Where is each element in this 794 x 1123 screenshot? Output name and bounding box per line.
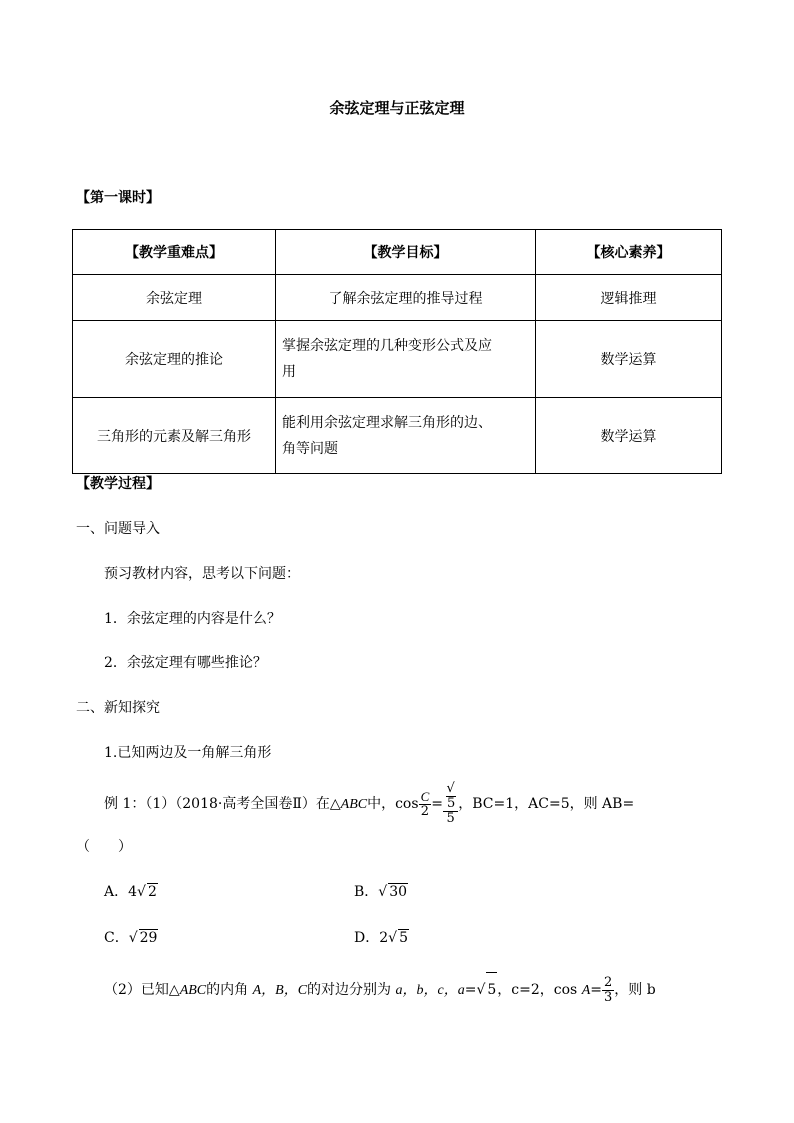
- fraction-numerator: √ 5: [443, 782, 458, 812]
- example-1-given: ，BC=1，AC=5，则 AB=: [458, 796, 635, 812]
- example-2-part1: （2）已知△: [104, 982, 180, 998]
- example-2-tail: ，则 b: [614, 982, 656, 998]
- side-vars: a，b，c，a: [395, 983, 465, 998]
- option-c: C．√ 29: [104, 930, 158, 946]
- header-key-points: 【教学重难点】: [73, 230, 276, 275]
- example-1-cos: 中，cos: [367, 796, 419, 812]
- fraction-c-over-2: [419, 790, 432, 819]
- objective-line-2: 角等问题: [282, 440, 338, 457]
- triangle-abc: ABC: [179, 983, 207, 998]
- table-cell-key-point: 余弦定理的推论: [73, 321, 276, 398]
- radicand: 5: [446, 796, 456, 811]
- option-c-radicand: 29: [139, 930, 158, 946]
- example-2-part2: 的内角: [206, 982, 253, 998]
- objective-line-2: 用: [282, 364, 296, 380]
- example-1-prefix: 例 1：（1）（2018·高考全国卷Ⅱ）在△: [104, 796, 341, 812]
- option-b: B．√ 30: [354, 884, 408, 900]
- header-objectives: 【教学目标】: [276, 230, 536, 275]
- fraction-denominator: 3: [603, 989, 613, 1005]
- table-cell-literacy: 数学运算: [536, 321, 722, 398]
- option-a: A．4√ 2: [104, 884, 157, 900]
- angle-vars: A，B，C: [252, 983, 308, 998]
- option-b-radicand: 30: [389, 884, 408, 900]
- process-heading: 【教学过程】: [76, 476, 160, 492]
- triangle-abc: ABC: [340, 797, 368, 812]
- table-cell-objective: [276, 321, 536, 398]
- header-core-literacy: 【核心素养】: [536, 230, 722, 275]
- fraction-denominator: 2: [420, 803, 430, 819]
- answer-parentheses: （ ）: [76, 839, 132, 855]
- section-1-intro: 预习教材内容，思考以下问题：: [104, 566, 300, 582]
- subsection-1-heading: 1.已知两边及一角解三角形: [104, 745, 272, 761]
- question-1: 1．余弦定理的内容是什么？: [104, 611, 281, 627]
- option-a-radicand: 2: [147, 884, 157, 900]
- table-cell-key-point: 三角形的元素及解三角形: [73, 398, 276, 474]
- document-title: 余弦定理与正弦定理: [329, 99, 465, 117]
- table-header-row: [73, 230, 722, 275]
- equals-sign: =: [464, 982, 477, 998]
- objective-line-1: 能利用余弦定理求解三角形的边、: [282, 414, 492, 431]
- angle-a: A: [581, 983, 591, 998]
- table-row: [73, 321, 722, 398]
- option-b-label: B．: [354, 884, 379, 900]
- teaching-goals-table: [72, 229, 722, 474]
- lesson-heading: 【第一课时】: [76, 190, 160, 206]
- example-2-stem: （2）已知△ABC的内角 A，B，C的对边分别为 a，b，c，a=√ 5，c=2，cos A= $\frac{2}{3}$ ，则 b: [104, 972, 656, 1008]
- table-cell-objective: 了解余弦定理的推导过程: [276, 275, 536, 321]
- table-cell-key-point: 余弦定理: [73, 275, 276, 321]
- fraction-sqrt5-over-5: [443, 782, 458, 826]
- example-2-part4: ，c=2，cos: [497, 982, 582, 998]
- option-d-label: D．2: [354, 930, 389, 946]
- section-1-heading: 一、问题导入: [76, 521, 160, 537]
- example-1-stem: [104, 782, 634, 826]
- question-2: 2．余弦定理有哪些推论？: [104, 655, 267, 671]
- table-row: [73, 398, 722, 474]
- fraction-numerator: 2: [603, 974, 613, 990]
- option-a-label: A．4: [104, 884, 138, 900]
- equals-sign: =: [431, 796, 443, 812]
- objective-line-1: 掌握余弦定理的几种变形公式及应: [282, 338, 492, 354]
- option-d-radicand: 5: [399, 930, 408, 946]
- example-2-part3: 的对边分别为: [307, 982, 396, 998]
- table-row: [73, 275, 722, 321]
- option-d: D．2√ 5: [354, 930, 408, 946]
- table-cell-objective: [276, 398, 536, 474]
- option-c-label: C．: [104, 930, 129, 946]
- fraction-numerator: C: [420, 788, 430, 804]
- section-2-heading: 二、新知探究: [76, 700, 160, 716]
- radicand: 5: [486, 972, 497, 1007]
- table-cell-literacy: 数学运算: [536, 398, 722, 474]
- fraction-2-over-3: [602, 976, 614, 1005]
- table-cell-literacy: 逻辑推理: [536, 275, 722, 321]
- fraction-denominator: 5: [446, 811, 455, 826]
